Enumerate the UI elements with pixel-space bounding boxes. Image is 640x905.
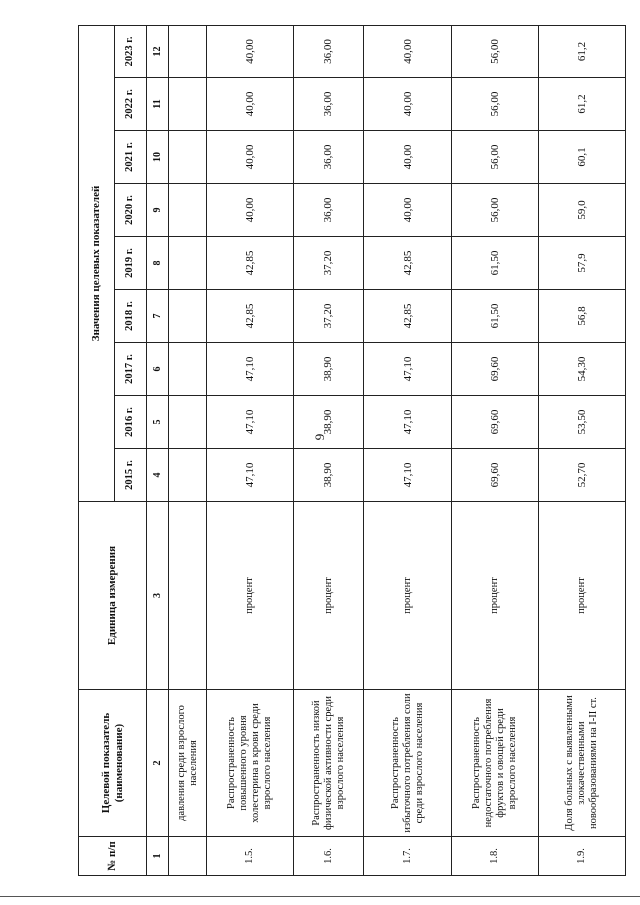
value-cell: 60,1 [539,131,626,184]
indicator-name: давления среди взрослого населения [169,690,207,837]
value-cell: 61,2 [539,78,626,131]
value-cell [169,343,207,396]
row-number: 1.8. [452,837,539,876]
value-cell: 42,85 [364,290,452,343]
value-cell: 40,00 [207,25,294,77]
column-number: 7 [147,290,169,343]
value-cell: 36,00 [294,25,364,77]
value-cell: 36,00 [294,184,364,237]
value-cell: 47,10 [207,449,294,502]
value-cell: 40,00 [364,25,452,77]
page-bottom-divider [0,896,640,897]
value-cell: 59,0 [539,184,626,237]
table-row [452,25,539,875]
header-unit: Единица измерения [79,502,147,690]
value-cell: 47,10 [364,449,452,502]
header-year: 2015 г. [115,449,147,502]
table-row [364,25,452,875]
column-number: 3 [147,502,169,690]
unit-cell: процент [207,502,294,690]
column-number: 2 [147,690,169,837]
value-cell: 40,00 [207,131,294,184]
column-number: 12 [147,25,169,77]
unit-cell: процент [539,502,626,690]
table-row [169,25,207,875]
header-year: 2022 г. [115,78,147,131]
value-cell: 37,20 [294,237,364,290]
value-cell: 69,60 [452,343,539,396]
header-year: 2023 г. [115,25,147,77]
value-cell: 38,90 [294,396,364,449]
indicator-name: Распространенность низкой физической активности среди взрослого населения [294,690,364,837]
column-number: 4 [147,449,169,502]
value-cell: 56,00 [452,131,539,184]
value-cell: 36,00 [294,131,364,184]
value-cell: 42,85 [207,290,294,343]
value-cell: 52,70 [539,449,626,502]
unit-cell: процент [294,502,364,690]
value-cell: 37,20 [294,290,364,343]
value-cell: 61,2 [539,25,626,77]
header-year: 2019 г. [115,237,147,290]
column-number: 1 [147,837,169,876]
value-cell [169,396,207,449]
value-cell: 40,00 [207,184,294,237]
value-cell: 53,50 [539,396,626,449]
value-cell: 38,90 [294,449,364,502]
indicator-name: Распространенность недостаточного потребления фруктов и овощей среди взрослого населения [452,690,539,837]
indicator-name: Распространенность повышенного уровня холестерина в крови среди взрослого населения [207,690,294,837]
value-cell: 56,00 [452,25,539,77]
value-cell: 47,10 [207,396,294,449]
indicator-name: Распространенность избыточного потребления соли среди взрослого населения [364,690,452,837]
value-cell: 69,60 [452,396,539,449]
target-indicators-table [78,25,626,876]
value-cell: 69,60 [452,449,539,502]
value-cell [169,184,207,237]
value-cell: 56,00 [452,78,539,131]
unit-cell: процент [364,502,452,690]
value-cell: 42,85 [364,237,452,290]
column-number: 11 [147,78,169,131]
value-cell: 56,00 [452,184,539,237]
value-cell: 47,10 [207,343,294,396]
value-cell: 42,85 [207,237,294,290]
value-cell: 40,00 [364,184,452,237]
column-number: 10 [147,131,169,184]
column-number: 5 [147,396,169,449]
value-cell [169,449,207,502]
row-number: 1.9. [539,837,626,876]
value-cell: 61,50 [452,290,539,343]
value-cell: 47,10 [364,396,452,449]
table-row [539,25,626,875]
value-cell: 47,10 [364,343,452,396]
value-cell: 40,00 [364,78,452,131]
header-indicator: Целевой показатель (наименование) [79,690,147,837]
row-number: 1.7. [364,837,452,876]
value-cell: 40,00 [364,131,452,184]
value-cell: 36,00 [294,78,364,131]
column-number: 8 [147,237,169,290]
column-number: 9 [147,184,169,237]
value-cell [169,131,207,184]
column-number: 6 [147,343,169,396]
header-year: 2016 г. [115,396,147,449]
value-cell [169,237,207,290]
row-number: 1.6. [294,837,364,876]
table-row [207,25,294,875]
value-cell: 54,30 [539,343,626,396]
rotated-table-container [78,26,626,876]
unit-cell [169,502,207,690]
header-values-group: Значения целевых показателей [79,25,115,501]
header-year: 2017 г. [115,343,147,396]
unit-cell: процент [452,502,539,690]
header-year: 2020 г. [115,184,147,237]
row-number [169,837,207,876]
value-cell: 40,00 [207,78,294,131]
page-number: 9 [312,433,327,441]
value-cell [169,25,207,77]
header-row-num: № п/п [79,837,147,876]
value-cell: 38,90 [294,343,364,396]
value-cell: 61,50 [452,237,539,290]
table-row [294,25,364,875]
value-cell [169,78,207,131]
value-cell: 57,9 [539,237,626,290]
header-year: 2021 г. [115,131,147,184]
row-number: 1.5. [207,837,294,876]
value-cell: 56,8 [539,290,626,343]
indicator-name: Доля больных с выявленными злокачественными новообразованиями на I-II ст. [539,690,626,837]
value-cell [169,290,207,343]
header-year: 2018 г. [115,290,147,343]
